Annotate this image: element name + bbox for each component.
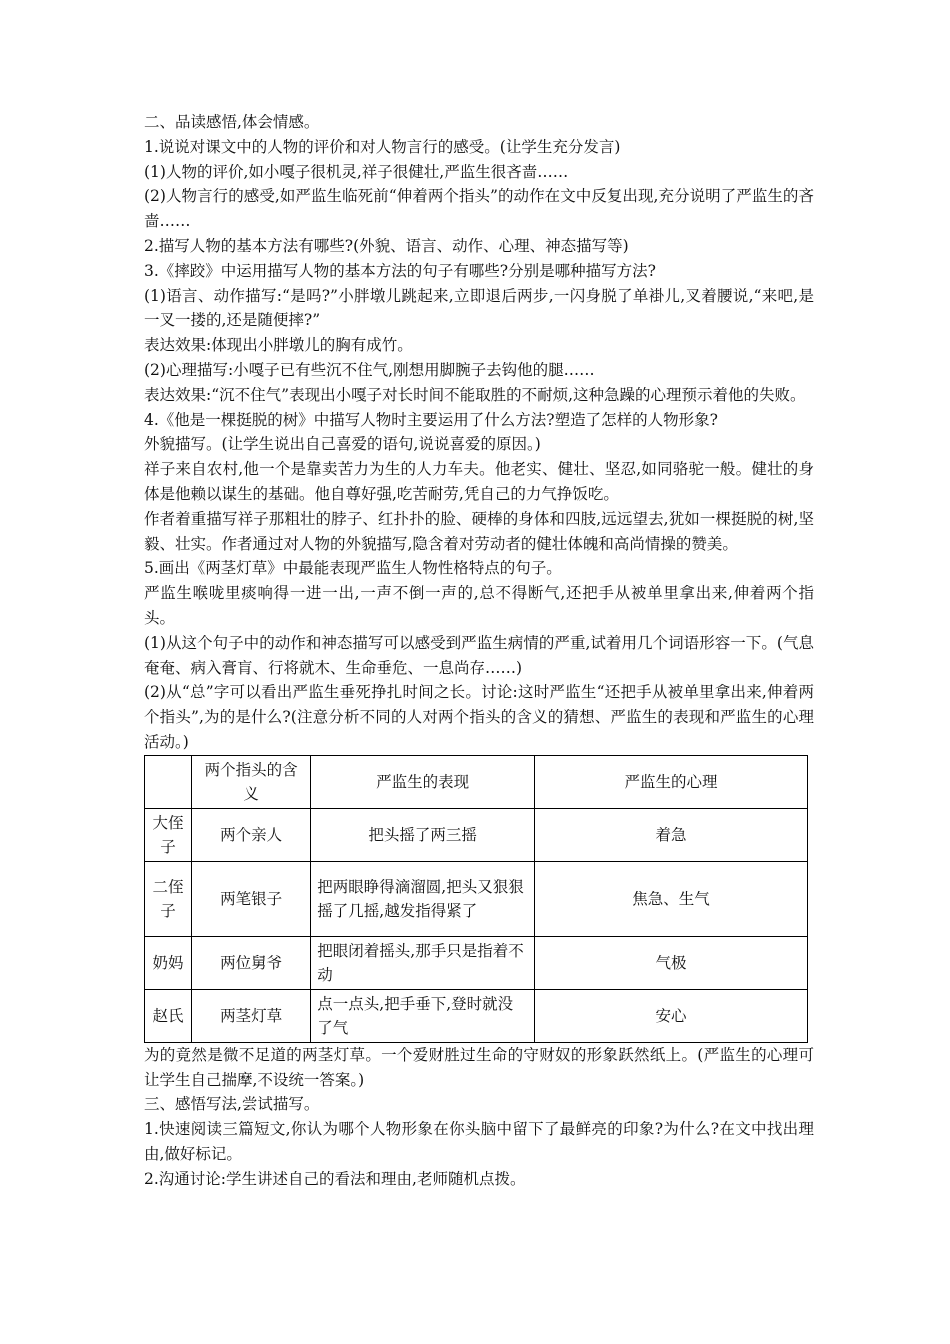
step-2: 2.沟通讨论:学生讲述自己的看法和理由,老师随机点拨。	[144, 1169, 526, 1188]
answer-3b: (2)心理描写:小嘎子已有些沉不住气,刚想用脚腕子去钩他的腿……	[144, 360, 595, 379]
table-header-cell: 严监生的表现	[311, 755, 535, 808]
table-cell: 着急	[535, 808, 808, 861]
table-cell: 大侄子	[145, 808, 192, 861]
table-row	[145, 989, 808, 1042]
table-row	[145, 808, 808, 861]
question-5: 5.画出《两茎灯草》中最能表现严监生人物性格特点的句子。	[144, 559, 562, 578]
effect-3a: 表达效果:体现出小胖墩儿的胸有成竹。	[144, 336, 413, 355]
table-header-cell: 两个指头的含义	[191, 755, 310, 808]
answer-4a: 外貌描写。(让学生说出自己喜爱的语句,说说喜爱的原因。)	[144, 435, 541, 454]
table-cell: 二侄子	[145, 861, 192, 936]
document-page	[144, 110, 814, 1192]
table-cell: 两笔银子	[191, 861, 310, 936]
answer-4b: 祥子来自农村,他一个是靠卖苦力为生的人力车夫。他老实、健壮、坚忍,如同骆驼一般。健壮的身体是他赖以谋生的基础。他自尊好强,吃苦耐劳,凭自己的力气挣饭吃。	[144, 460, 814, 503]
table-cell: 把头摇了两三摇	[311, 808, 535, 861]
effect-3b: 表达效果:“沉不住气”表现出小嘎子对长时间不能取胜的不耐烦,这种急躁的心理预示着他的失败。	[144, 385, 806, 404]
answer-5c: (2)从“总”字可以看出严监生垂死挣扎时间之长。讨论:这时严监生“还把手从被单里拿出来,伸着两个指头”,为的是什么?(注意分析不同的人对两个指头的含义的猜想、严监生的表现和严监生的心理活动。)	[144, 683, 814, 751]
table-header-cell	[145, 755, 192, 808]
answer-5b: (1)从这个句子中的动作和神态描写可以感受到严监生病情的严重,试着用几个词语形容一下。(气息奄奄、病入膏肓、行将就木、生命垂危、一息尚存……)	[144, 633, 814, 677]
table-cell: 气极	[535, 936, 808, 989]
question-3: 3.《摔跤》中运用描写人物的基本方法的句子有哪些?分别是哪种描写方法?	[144, 261, 656, 280]
answer-3a: (1)语言、动作描写:“是吗?”小胖墩儿跳起来,立即退后两步,一闪身脱了单褂儿,叉着腰说,“来吧,是一叉一搂的,还是随便摔?”	[144, 286, 814, 330]
answer-4c: 作者着重描写祥子那粗壮的脖子、红扑扑的脸、硬棒的身体和四肢,远远望去,犹如一棵挺脱的树,坚毅、壮实。作者通过对人物的外貌描写,隐含着对劳动者的健壮体魄和高尚情操的赞美。	[144, 509, 814, 553]
table-header-row	[145, 755, 808, 808]
analysis-table	[144, 755, 808, 1043]
table-row	[145, 936, 808, 989]
step-1: 1.快速阅读三篇短文,你认为哪个人物形象在你头脑中留下了最鲜亮的印象?为什么?在文中找出理由,做好标记。	[144, 1120, 814, 1163]
question-1: 1.说说对课文中的人物的评价和对人物言行的感受。(让学生充分发言)	[144, 137, 621, 156]
table-cell: 焦急、生气	[535, 861, 808, 936]
answer-5a: 严监生喉咙里痰响得一进一出,一声不倒一声的,总不得断气,还把手从被单里拿出来,伸着两个指头。	[144, 584, 814, 627]
table-cell: 两位舅爷	[191, 936, 310, 989]
answer-5d: 为的竟然是微不足道的两茎灯草。一个爱财胜过生命的守财奴的形象跃然纸上。(严监生的心理可让学生自己揣摩,不设统一答案。)	[144, 1045, 814, 1089]
table-cell: 把眼闭着摇头,那手只是指着不动	[311, 936, 535, 989]
question-4: 4.《他是一棵挺脱的树》中描写人物时主要运用了什么方法?塑造了怎样的人物形象?	[144, 410, 718, 429]
table-cell: 两个亲人	[191, 808, 310, 861]
answer-1a: (1)人物的评价,如小嘎子很机灵,祥子很健壮,严监生很吝啬……	[144, 162, 569, 181]
section-heading: 三、感悟写法,尝试描写。	[144, 1095, 320, 1114]
table-cell: 奶妈	[145, 936, 192, 989]
table-cell: 两茎灯草	[191, 989, 310, 1042]
table-cell: 点一点头,把手垂下,登时就没了气	[311, 989, 535, 1042]
table-cell: 赵氏	[145, 989, 192, 1042]
question-2: 2.描写人物的基本方法有哪些?(外貌、语言、动作、心理、神态描写等)	[144, 236, 629, 255]
section-heading: 二、品读感悟,体会情感。	[144, 113, 320, 131]
answer-1b: (2)人物言行的感受,如严监生临死前“伸着两个指头”的动作在文中反复出现,充分说明了严监生的吝啬……	[144, 187, 814, 231]
table-cell: 安心	[535, 989, 808, 1042]
table-row	[145, 861, 808, 936]
table-cell: 把两眼睁得滴溜圆,把头又狠狠摇了几摇,越发指得紧了	[311, 861, 535, 936]
table-header-cell: 严监生的心理	[535, 755, 808, 808]
